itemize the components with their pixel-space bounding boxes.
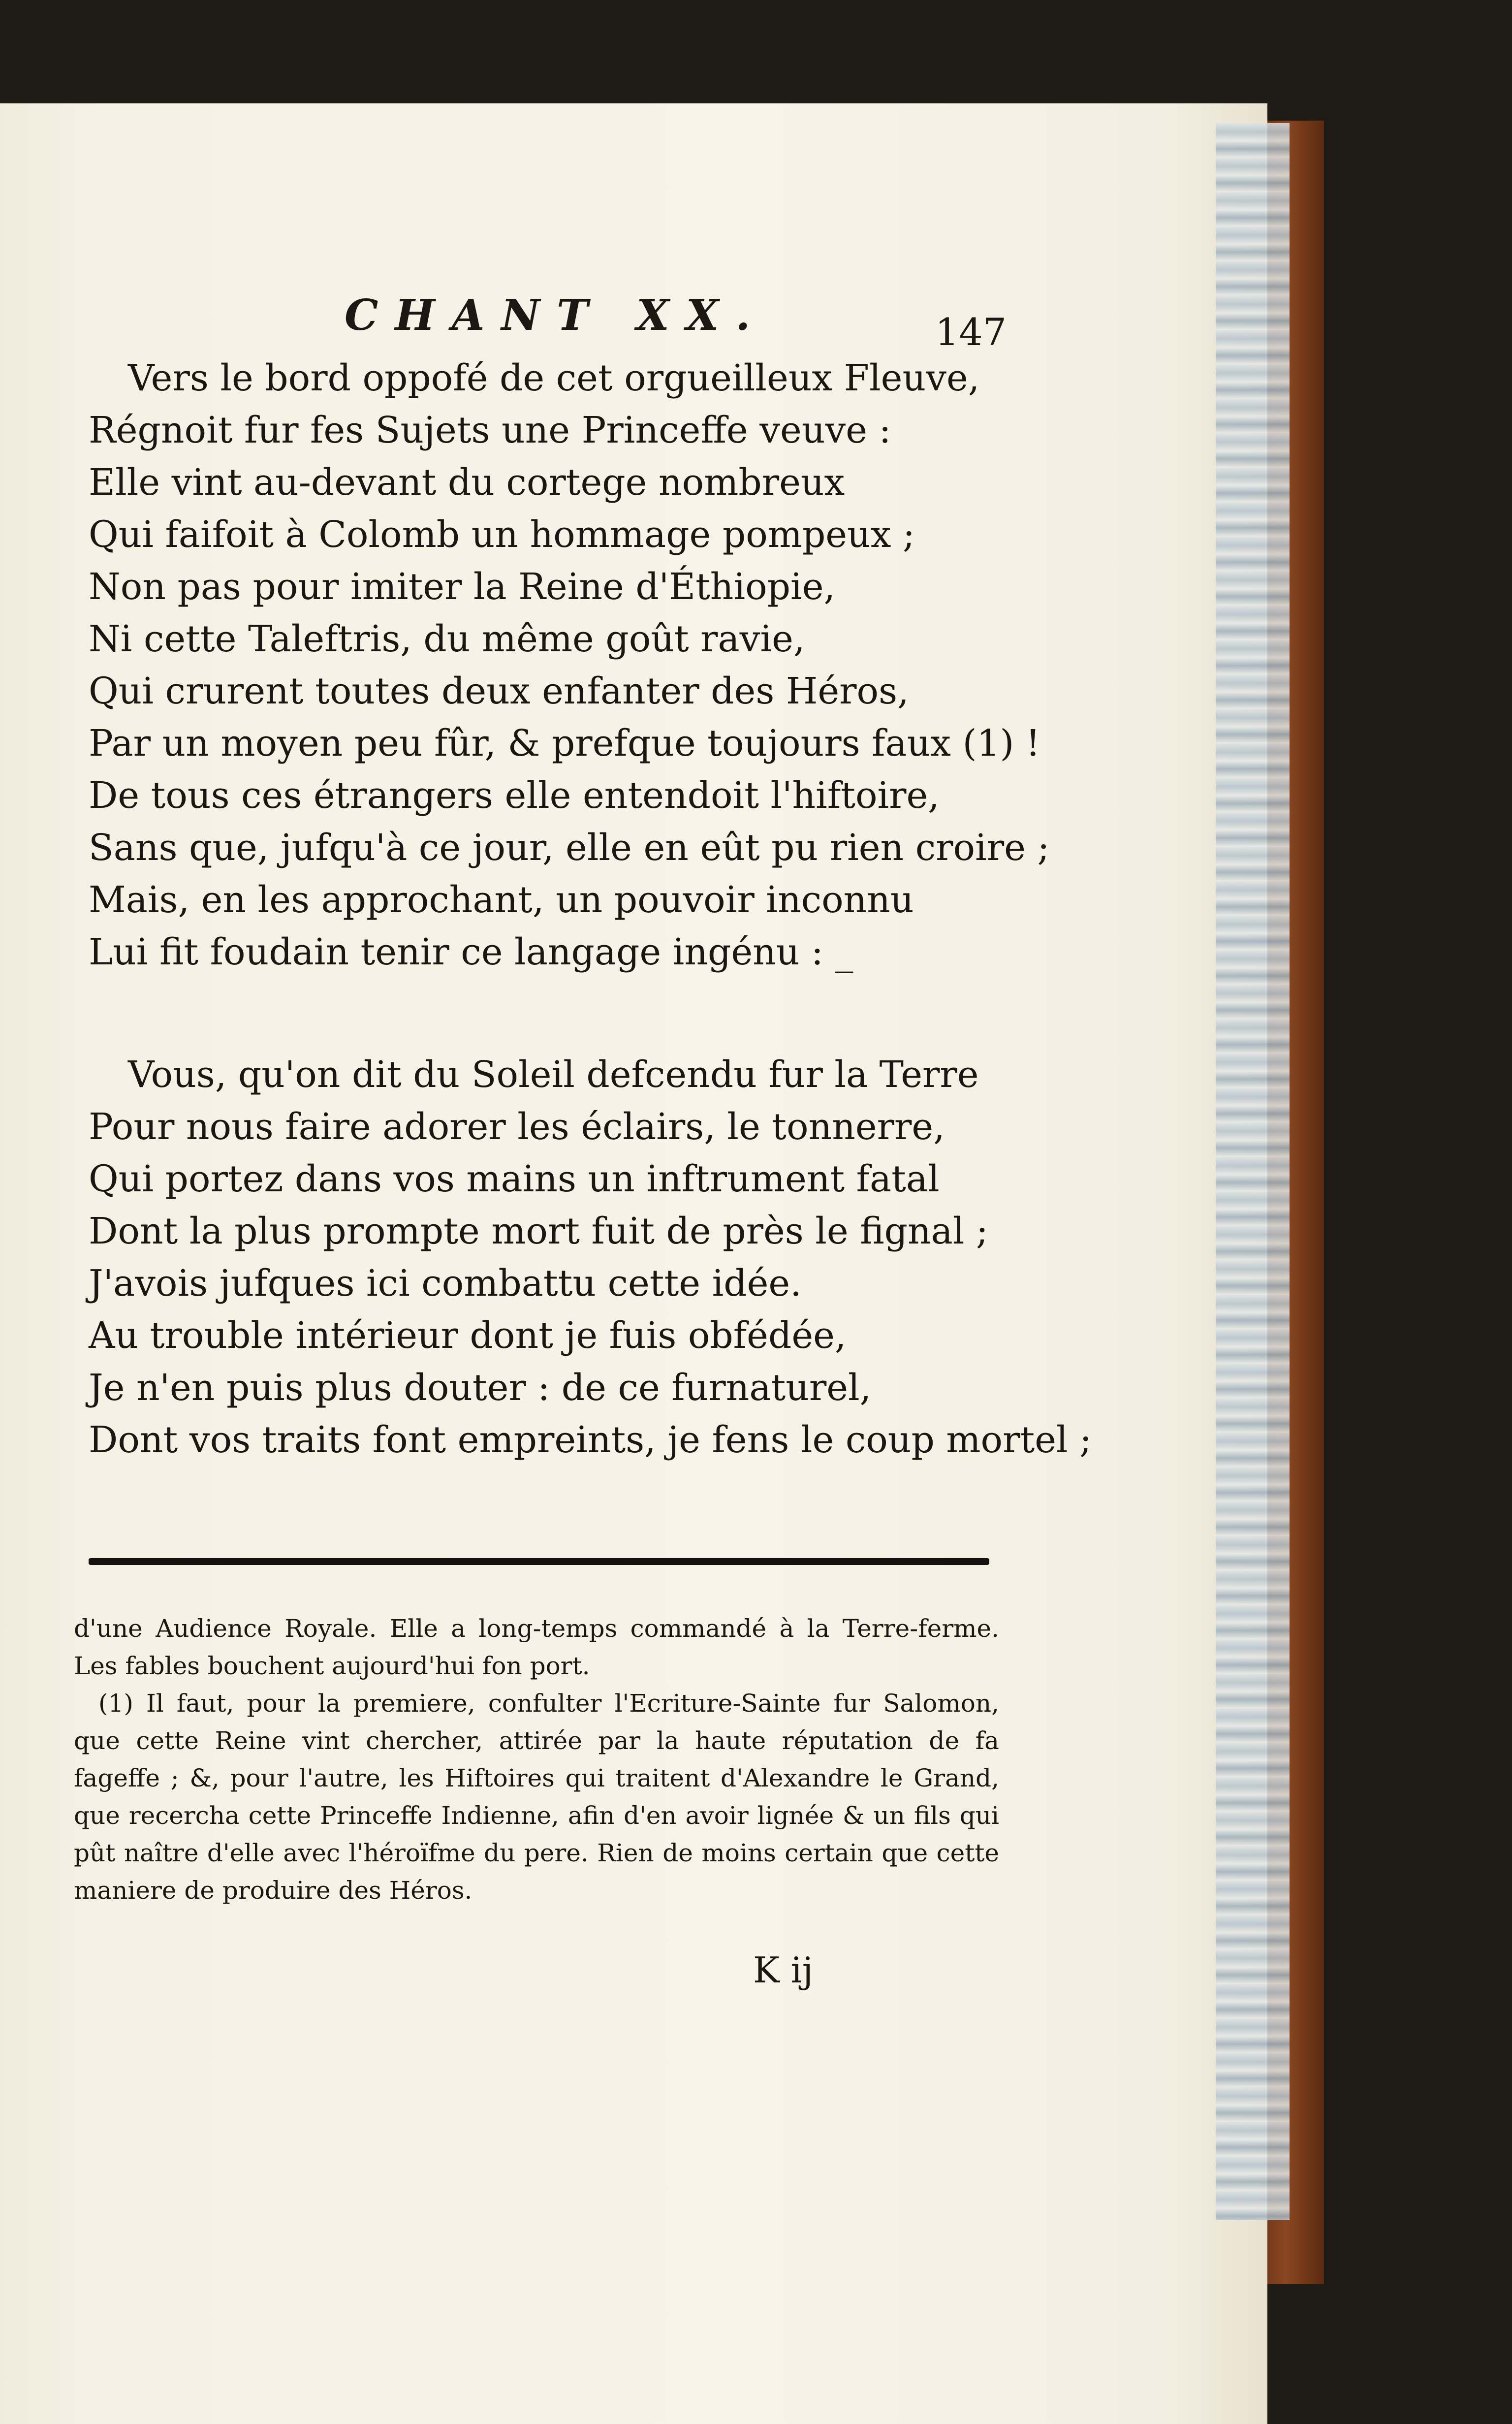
footnote-rule — [89, 1558, 989, 1565]
verse-line: Qui portez dans vos mains un inftrument fatal — [89, 1158, 940, 1200]
verse-line: Lui fit foudain tenir ce langage ingénu : _ — [89, 931, 853, 973]
verse-line: Par un moyen peu fûr, & prefque toujours faux (1) ! — [89, 722, 1040, 765]
verse-line: Non pas pour imiter la Reine d'Éthiopie, — [89, 566, 836, 608]
verse-line: Qui faifoit à Colomb un hommage pompeux ; — [89, 513, 915, 556]
verse-line: J'avois jufques ici combattu cette idée. — [89, 1262, 802, 1305]
verse-line: Dont vos traits font empreints, je fens le coup mortel ; — [89, 1419, 1092, 1461]
footnotes — [74, 1610, 999, 1909]
marbled-page-edge — [1216, 123, 1290, 2220]
verse-line: Mais, en les approchant, un pouvoir inconnu — [89, 879, 914, 921]
signature-mark: K ij — [753, 1949, 814, 1991]
verse-line: Régnoit fur fes Sujets une Princeffe veuve : — [89, 409, 891, 451]
footnote-continued: d'une Audience Royale. Elle a long-temps commandé à la Terre-ferme. Les fables bouchent aujourd'hui fon port. — [74, 1614, 999, 1680]
page-number: 147 — [935, 310, 1007, 354]
verse-line: De tous ces étrangers elle entendoit l'hiftoire, — [89, 774, 940, 817]
chapter-title: CHANT XX. — [345, 290, 767, 340]
verse-line: Dont la plus prompte mort fuit de près le fignal ; — [89, 1210, 988, 1252]
verse-line: Pour nous faire adorer les éclairs, le tonnerre, — [89, 1106, 945, 1148]
verse-line: Au trouble intérieur dont je fuis obfédée, — [89, 1314, 847, 1357]
stanza-1 — [89, 352, 1050, 978]
verse-line: Elle vint au-devant du cortege nombreux — [89, 461, 845, 504]
running-head — [0, 290, 1034, 354]
verse-line: Sans que, jufqu'à ce jour, elle en eût pu rien croire ; — [89, 827, 1050, 869]
verse-line: Ni cette Taleftris, du même goût ravie, — [89, 618, 805, 660]
verse-line: Vers le bord oppofé de cet orgueilleux Fleuve, — [128, 357, 980, 399]
footnote-1: (1) Il faut, pour la premiere, confulter l'Ecriture-Sainte fur Salomon, que cette Reine vint chercher, attirée par la haute réputation de fa fageffe ; &, pour l'autre, les Hiftoires qui traitent d'Alexandre le Grand, que recercha cette Princeffe Indienne, afin d'en avoir lignée & un fils qui pût naître d'elle avec l'héroïfme du pere. Rien de moins certain que cette maniere de produire des Héros. — [74, 1689, 999, 1905]
verse-line: Qui crurent toutes deux enfanter des Héros, — [89, 670, 909, 712]
verse-line: Je n'en puis plus douter : de ce furnaturel, — [89, 1367, 872, 1409]
verse-line: Vous, qu'on dit du Soleil defcendu fur la Terre — [128, 1053, 979, 1096]
stanza-2 — [89, 1049, 1092, 1466]
